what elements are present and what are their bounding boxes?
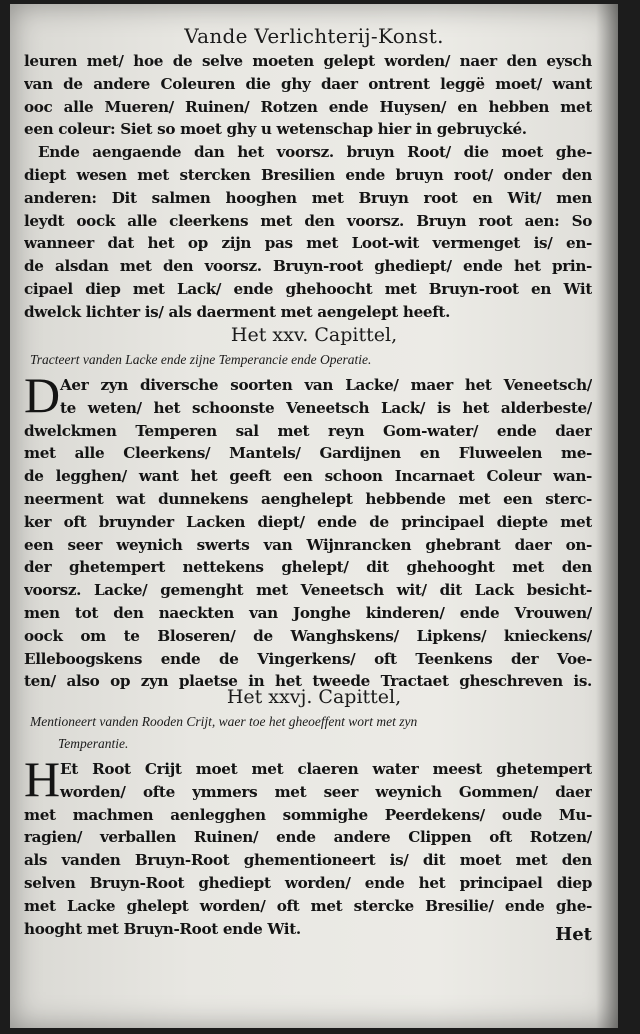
text-line: neerment wat dunnekens aenghelept hebbende met een sterc- <box>24 489 592 508</box>
text-line: hooght met Bruyn-Root ende Wit. <box>24 919 301 938</box>
text-line: anderen: Dit salmen hooghen met Bruyn root en Wit/ men <box>24 188 592 207</box>
text-line: met Lacke ghelept worden/ oft met stercke Bresilie/ ende ghe- <box>24 896 592 915</box>
text-line: dwelckmen Temperen sal met reyn Gom-water/ ende daer <box>24 421 592 440</box>
text-line: Elleboogskens ende de Vingerkens/ oft Teenkens der Voe- <box>24 649 592 668</box>
text-line: worden/ ofte ymmers met seer weynich Gommen/ daer <box>60 782 592 801</box>
text-line: Et Root Crijt moet met claeren water meest ghetempert <box>60 760 592 778</box>
chapter-25-body <box>24 367 592 693</box>
page-edge-shadow <box>596 4 618 1028</box>
text-line: van de andere Coleuren die ghy daer ontrent leggë moet/ want <box>24 74 592 93</box>
text-line: te weten/ het schoonste Veneetsch Lack/ is het alderbeste/ <box>60 398 592 417</box>
text-line: leuren met/ hoe de selve moeten gelept worden/ naer den eysch <box>24 52 592 70</box>
chapter-26-subtitle-2: Temperantie. <box>58 736 129 751</box>
chapter-26-title: Het xxvj. Capittel, <box>226 686 402 708</box>
chapter-25-title: Het xxv. Capittel, <box>230 324 398 346</box>
text-line: de legghen/ want het geeft een schoon Incarnaet Coleur wan- <box>24 467 592 486</box>
text-line: Aer zyn diversche soorten van Lacke/ maer het Veneetsch/ <box>60 376 592 394</box>
running-head: Vande Verlichterij-Konst. <box>184 24 444 48</box>
text-line: met machmen aenlegghen sommighe Peerdekens/ oude Mu- <box>24 805 592 824</box>
text-line: diept wesen met stercken Bresilien ende bruyn root/ onder den <box>24 165 592 184</box>
text-line: een coleur: Siet so moet ghy u wetenschap hier in gebruycké. <box>24 120 527 139</box>
text-line: ten/ also op zyn plaetse in het tweede Tractaet gheschreven is. <box>24 672 592 691</box>
text-line: met alle Cleerkens/ Mantels/ Gardijnen en Fluweelen me- <box>24 444 592 463</box>
catchword: Het <box>555 924 592 945</box>
drop-cap-letter: D <box>24 367 61 423</box>
text-line: ooc alle Mueren/ Ruinen/ Rotzen ende Huysen/ en hebben met <box>24 97 592 116</box>
chapter-26-body <box>24 751 592 940</box>
book-page <box>10 4 618 1028</box>
text-line: voorsz. Lacke/ gemenght met Veneetsch wit/ dit Lack besicht- <box>24 581 592 600</box>
drop-cap-letter: H <box>24 751 61 807</box>
chapter-26-subtitle-1: Mentioneert vanden Rooden Crijt, waer toe het gheoeffent wort met zyn <box>30 714 418 729</box>
text-line: oock om te Bloseren/ de Wanghskens/ Lipkens/ knieckens/ <box>24 626 592 645</box>
text-line: Ende aengaende dan het voorsz. bruyn Root/ die moet ghe- <box>38 143 592 162</box>
text-line: dwelck lichter is/ als daerment met aengelept heeft. <box>24 302 451 321</box>
text-line: ragien/ verballen Ruinen/ ende andere Clippen oft Rotzen/ <box>24 828 592 847</box>
intro-paragraph <box>24 50 592 324</box>
text-line: de alsdan met den voorsz. Bruyn-root ghediept/ ende het prin- <box>24 257 592 276</box>
text-line: leydt oock alle cleerkens met den voorsz. Bruyn root aen: So <box>24 211 592 230</box>
text-line: wanneer dat het op zijn pas met Loot-wit vermenget is/ en- <box>24 234 592 253</box>
text-line: cipael diep met Lack/ ende ghehoocht met Bruyn-root en Wit <box>24 279 592 298</box>
text-line: een seer weynich swerts van Wijnrancken ghebrant daer on- <box>24 535 592 554</box>
text-line: ker oft bruynder Lacken diept/ ende de principael diepte met <box>24 512 592 531</box>
text-line: der ghetempert nettekens ghelept/ dit ghehooght met den <box>24 558 592 577</box>
text-line: men tot den naeckten van Jonghe kinderen/ ende Vrouwen/ <box>24 603 592 622</box>
text-line: selven Bruyn-Root ghediept worden/ ende het principael diep <box>24 873 592 892</box>
text-line: als vanden Bruyn-Root ghementioneert is/ dit moet met den <box>24 851 592 870</box>
chapter-25-subtitle: Tracteert vanden Lacke ende zijne Temperancie ende Operatie. <box>30 352 372 367</box>
